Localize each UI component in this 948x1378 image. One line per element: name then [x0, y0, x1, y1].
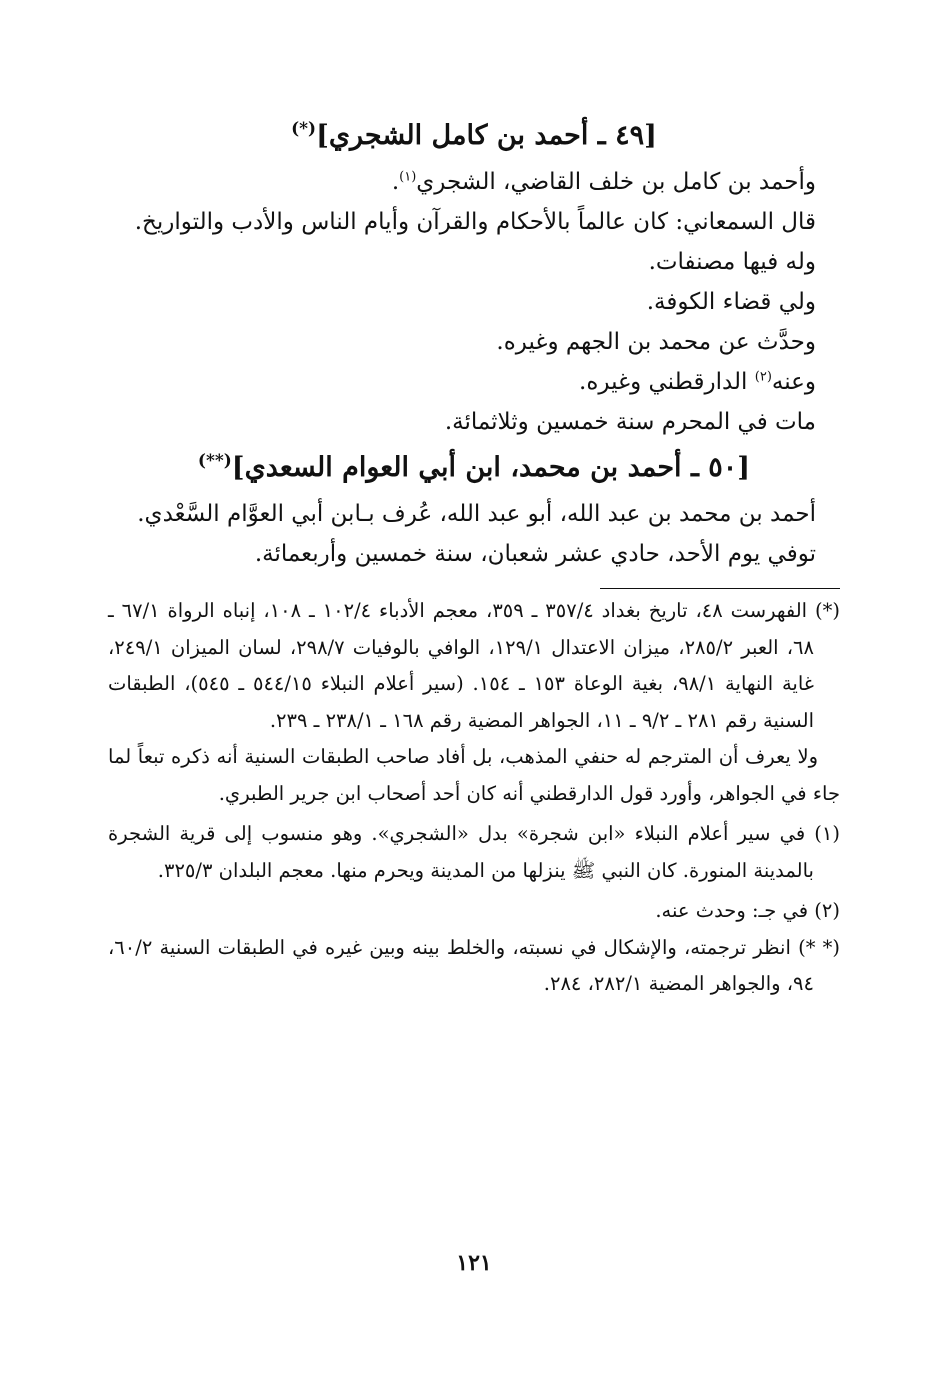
entry-50-title: [٥٠ ـ أحمد بن محمد، ابن أبي العوام السعدي]: [231, 452, 751, 483]
page-body: [108, 110, 840, 1003]
entry-49-p6-rest: الدارقطني وغيره.: [579, 369, 755, 395]
entry-49-heading: [108, 110, 840, 162]
entry-49-paragraph-3: وله فيها مصنفات.: [648, 249, 816, 275]
entry-50-footnote-mark: (**): [197, 451, 232, 471]
entry-49-p6-start: وعنه: [771, 369, 816, 395]
footnote-ref-2: (٢): [754, 369, 772, 385]
entry-49-title: [٤٩ ـ أحمد بن كامل الشجري]: [316, 120, 657, 151]
footnote-ref-1: (١): [399, 169, 417, 185]
footnote-star-2: (* *) انظر ترجمته، والإشكال في نسبته، والخلط بينه وبين غيره في الطبقات السنية ٦٠/٢، ٩٤، والجواهر المضية ٢٨٢/١، ٢٨٤.: [108, 935, 840, 995]
entry-50-paragraph-1: أحمد بن محمد بن عبد الله، أبو عبد الله، عُرف بـابن أبي العوَّام السَّعْدي.: [137, 501, 816, 527]
entry-49-paragraph-4: ولي قضاء الكوفة.: [646, 289, 816, 315]
entry-50-paragraph-2: توفي يوم الأحد، حادي عشر شعبان، سنة خمسين وأربعمائة.: [254, 541, 816, 567]
footnote-1: (١) في سير أعلام النبلاء «ابن شجرة» بدل «الشجري». وهو منسوب إلى قرية الشجرة بالمدينة المنورة. كان النبي ﷺ ينزلها من المدينة ويحرم منها. معجم البلدان ٣٢٥/٣.: [108, 822, 840, 882]
entry-49-footnote-mark: (*): [291, 119, 317, 139]
entry-49-paragraph-2: قال السمعاني: كان عالماً بالأحكام والقرآن وأيام الناس والأدب والتواريخ.: [134, 209, 816, 235]
page-number: ١٢١: [456, 1250, 492, 1276]
entry-49-paragraph-6: [108, 362, 840, 402]
entry-49-paragraph-5: وحدَّث عن محمد بن الجهم وغيره.: [496, 329, 816, 355]
footnote-2: (٢) في جـ: وحدث عنه.: [655, 899, 840, 922]
footnote-star-1: (*) الفهرست ٤٨، تاريخ بغداد ٣٥٧/٤ ـ ٣٥٩، معجم الأدباء ١٠٢/٤ ـ ١٠٨، إنباه الرواة ٦٧/١ ـ ٦٨، العبر ٢٨٥/٢، ميزان الاعتدال ١٢٩/١، الوافي بالوفيات ٢٩٨/٧، لسان الميزان ٢٤٩/١، غاية النهاية ٩٨/١، بغية الوعاة ١٥٣ ـ ١٥٤. (سير أعلام النبلاء ٥٤٤/١٥ ـ ٥٤٥)، الطبقات السنية رقم ٢٨١ ـ ٩/٢ ـ ١١، الجواهر المضية رقم ١٦٨ ـ ٢٣٨/١ ـ ٢٣٩.: [108, 599, 840, 732]
footnote-star-1-continuation: ولا يعرف أن المترجم له حنفي المذهب، بل أفاد صاحب الطبقات السنية أنه ذكره تبعاً لما جاء في الجواهر، وأورد قول الدارقطني أنه كان أحد أصحاب ابن جرير الطبري.: [108, 745, 840, 805]
entry-49-p1-text: وأحمد بن كامل بن خلف القاضي، الشجري: [416, 169, 816, 195]
entry-49-paragraph-7: مات في المحرم سنة خمسين وثلاثمائة.: [444, 409, 816, 435]
entry-49-paragraph-1: [108, 162, 840, 202]
entry-49-p1-end: .: [391, 169, 400, 195]
entry-50-heading: [108, 442, 840, 494]
footnote-divider: [600, 588, 840, 589]
